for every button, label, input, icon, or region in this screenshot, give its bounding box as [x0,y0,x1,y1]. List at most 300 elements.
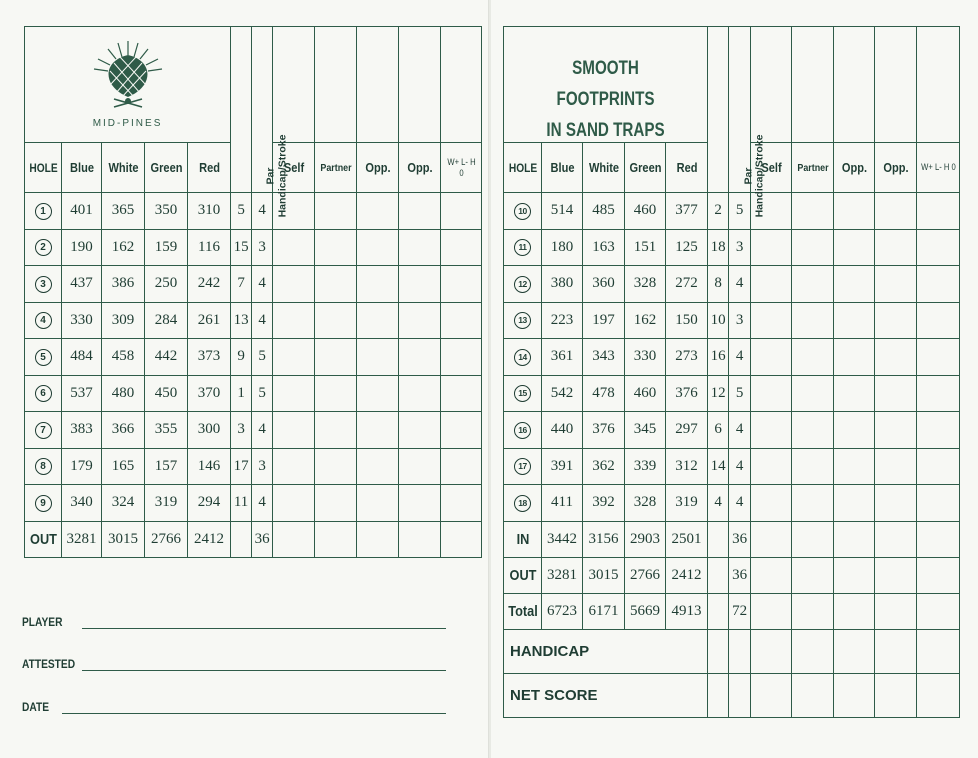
score-cell-partner[interactable] [315,375,357,412]
score-cell-wlh[interactable] [441,448,482,485]
back-banner-blank-opp2 [875,27,917,143]
extra-hcp [708,629,729,673]
total-score-cell-self[interactable] [751,521,792,557]
hole-row [25,266,482,303]
yardage-red: 297 [666,412,708,449]
back-banner-blank-partner [792,27,834,143]
score-cell-wlh[interactable] [441,375,482,412]
hole-row [504,266,960,303]
score-cell-wlh[interactable] [441,193,482,230]
score-cell-wlh[interactable] [441,412,482,449]
score-cell-self[interactable] [273,266,315,303]
hole-row [504,193,960,230]
score-cell-self[interactable] [751,448,792,485]
score-cell-opp2[interactable] [399,229,441,266]
yardage-green: 345 [625,412,666,449]
total-green: 2903 [625,521,666,557]
hole-number-badge: 18 [514,495,531,512]
score-cell-self[interactable] [273,412,315,449]
front-header-partner: Partner [318,143,354,193]
total-row [504,593,960,629]
yardage-hcp: 12 [708,375,729,412]
back-header-green: Green [628,143,663,193]
score-cell-opp1[interactable] [357,339,399,376]
net-score-cell-opp2[interactable] [875,673,917,717]
score-cell-opp2[interactable] [399,339,441,376]
yardage-blue: 542 [542,375,583,412]
score-cell-self[interactable] [751,485,792,522]
yardage-par: 5 [252,375,273,412]
attested-label: ATTESTED [22,657,76,671]
total-score-cell-wlh[interactable] [917,557,960,593]
yardage-green: 350 [145,193,188,230]
date-line[interactable] [62,713,446,714]
hole-number [25,339,62,376]
back-page [491,0,978,758]
yardage-hcp: 10 [708,302,729,339]
yardage-green: 328 [625,266,666,303]
score-cell-opp2[interactable] [875,266,917,303]
hole-row [25,229,482,266]
yardage-white: 386 [102,266,145,303]
yardage-blue: 340 [62,485,102,522]
score-cell-opp1[interactable] [357,485,399,522]
yardage-hcp: 8 [708,266,729,303]
hole-number-badge: 4 [35,312,52,329]
total-score-cell-wlh[interactable] [917,593,960,629]
total-hcp [708,557,729,593]
yardage-green: 319 [145,485,188,522]
back-header-opp: Opp. [837,143,872,193]
score-cell-self[interactable] [751,266,792,303]
yardage-white: 392 [583,485,625,522]
back-header-opp-2: Opp. [878,143,914,193]
yardage-red: 242 [188,266,231,303]
yardage-hcp: 13 [231,302,252,339]
hole-number [25,485,62,522]
score-cell-partner[interactable] [315,193,357,230]
total-score-cell-wlh[interactable] [917,521,960,557]
title-line-1: SMOOTH FOOTPRINTS [556,58,655,110]
score-cell-partner[interactable] [792,339,834,376]
back-header-par-text: Par [742,167,755,185]
score-cell-partner[interactable] [792,412,834,449]
total-score-cell-opp2[interactable] [875,557,917,593]
hole-number [504,193,542,230]
score-cell-self[interactable] [751,412,792,449]
score-cell-self[interactable] [273,485,315,522]
score-cell-opp1[interactable] [834,229,875,266]
hole-row [504,448,960,485]
total-white: 6171 [583,593,625,629]
score-cell-wlh[interactable] [917,375,960,412]
hole-row [25,485,482,522]
yardage-red: 312 [666,448,708,485]
hole-row [504,412,960,449]
total-par: 72 [729,593,751,629]
score-cell-opp2[interactable] [399,448,441,485]
front-header-handicap-text: Handicap/Stroke [276,134,289,218]
score-cell-wlh[interactable] [917,302,960,339]
score-cell-partner[interactable] [315,229,357,266]
handicap-cell-opp2[interactable] [875,629,917,673]
score-cell-wlh[interactable] [917,448,960,485]
net-score-label: NET SCORE [504,673,708,717]
total-score-cell-opp1[interactable] [834,593,875,629]
total-score-cell-opp1[interactable] [834,521,875,557]
back-header-handicap-text: Handicap/Stroke [753,134,766,218]
score-cell-self[interactable] [273,229,315,266]
score-cell-opp1[interactable] [357,193,399,230]
hole-row [25,339,482,376]
yardage-green: 442 [145,339,188,376]
score-cell-wlh[interactable] [441,229,482,266]
back-banner-row [504,27,960,143]
extra-par [729,629,751,673]
score-cell-opp1[interactable] [357,266,399,303]
yardage-white: 309 [102,302,145,339]
front-header-opp-2: Opp. [402,143,438,193]
yardage-par: 3 [729,229,751,266]
out-label: OUT [27,521,58,557]
yardage-par: 4 [252,412,273,449]
score-cell-opp2[interactable] [399,485,441,522]
front-banner-blank-partner [315,27,357,143]
total-hcp [708,593,729,629]
score-cell-self[interactable] [273,302,315,339]
out-score-cell-wlh[interactable] [441,521,482,557]
score-cell-opp1[interactable] [357,302,399,339]
hole-number-badge: 9 [35,495,52,512]
back-banner-blank-opp1 [834,27,875,143]
total-label: Total [506,593,538,629]
score-cell-opp1[interactable] [834,412,875,449]
out-score-cell-self[interactable] [273,521,315,557]
score-cell-partner[interactable] [315,448,357,485]
total-score-cell-partner[interactable] [792,557,834,593]
score-cell-wlh[interactable] [441,485,482,522]
extra-par [729,673,751,717]
club-name: MID-PINES [92,118,163,129]
score-cell-partner[interactable] [792,229,834,266]
hole-number [25,193,62,230]
yardage-blue: 437 [62,266,102,303]
score-cell-opp2[interactable] [399,193,441,230]
total-red: 2412 [666,557,708,593]
total-score-cell-opp2[interactable] [875,521,917,557]
yardage-par: 4 [729,448,751,485]
score-cell-self[interactable] [273,375,315,412]
score-cell-opp1[interactable] [834,266,875,303]
hole-number [504,485,542,522]
yardage-white: 197 [583,302,625,339]
score-cell-opp2[interactable] [399,302,441,339]
out-score-cell-opp1[interactable] [357,521,399,557]
score-cell-wlh[interactable] [917,339,960,376]
hole-row [504,339,960,376]
yardage-white: 480 [102,375,145,412]
player-signature-line[interactable] [82,628,446,629]
yardage-green: 151 [625,229,666,266]
hole-number [25,412,62,449]
score-cell-self[interactable] [751,229,792,266]
hole-row [25,375,482,412]
yardage-hcp: 2 [708,193,729,230]
yardage-red: 373 [188,339,231,376]
net-score-cell-opp1[interactable] [834,673,875,717]
total-white: 3015 [583,557,625,593]
hole-row [504,375,960,412]
hole-number [25,448,62,485]
back-scorecard-table [503,26,960,718]
total-score-cell-partner[interactable] [792,521,834,557]
yardage-blue: 440 [542,412,583,449]
score-cell-opp2[interactable] [875,229,917,266]
total-score-cell-self[interactable] [751,593,792,629]
yardage-white: 343 [583,339,625,376]
out-score-cell-opp2[interactable] [399,521,441,557]
hole-number-badge: 12 [514,276,531,293]
front-header-red: Red [191,143,228,193]
yardage-hcp: 5 [231,193,252,230]
net-score-cell-self[interactable] [751,673,792,717]
yardage-par: 3 [252,229,273,266]
back-header-self: Self [754,143,789,193]
score-cell-opp1[interactable] [834,302,875,339]
score-cell-opp1[interactable] [357,229,399,266]
yardage-par: 4 [252,485,273,522]
score-cell-wlh[interactable] [917,485,960,522]
score-cell-wlh[interactable] [441,339,482,376]
yardage-red: 294 [188,485,231,522]
yardage-green: 159 [145,229,188,266]
total-score-cell-partner[interactable] [792,593,834,629]
yardage-red: 310 [188,193,231,230]
front-header-white: White [105,143,142,193]
hole-number-badge: 16 [514,422,531,439]
score-cell-opp1[interactable] [834,339,875,376]
hole-row [25,302,482,339]
yardage-par: 5 [729,193,751,230]
score-cell-partner[interactable] [315,339,357,376]
score-cell-opp2[interactable] [875,448,917,485]
yardage-blue: 484 [62,339,102,376]
net-score-row [504,673,960,717]
score-cell-opp2[interactable] [875,412,917,449]
score-cell-opp2[interactable] [399,266,441,303]
out-score-cell-partner[interactable] [315,521,357,557]
yardage-hcp: 7 [231,266,252,303]
out-total-par: 36 [252,521,273,557]
yardage-blue: 361 [542,339,583,376]
front-header-opp: Opp. [360,143,396,193]
yardage-hcp: 18 [708,229,729,266]
yardage-blue: 383 [62,412,102,449]
out-total-row [25,521,482,557]
total-score-cell-self[interactable] [751,557,792,593]
score-cell-partner[interactable] [315,485,357,522]
score-cell-partner[interactable] [315,302,357,339]
score-cell-partner[interactable] [792,485,834,522]
out-total-hcp [231,521,252,557]
out-total-white: 3015 [102,521,145,557]
yardage-red: 116 [188,229,231,266]
handicap-cell-self[interactable] [751,629,792,673]
yardage-par: 4 [729,412,751,449]
total-score-cell-opp1[interactable] [834,557,875,593]
score-cell-opp2[interactable] [875,375,917,412]
yardage-red: 146 [188,448,231,485]
hole-number [504,229,542,266]
score-cell-wlh[interactable] [917,412,960,449]
score-cell-opp1[interactable] [357,448,399,485]
yardage-green: 250 [145,266,188,303]
score-cell-self[interactable] [273,448,315,485]
logo-cell [25,27,231,143]
yardage-white: 163 [583,229,625,266]
score-cell-partner[interactable] [792,266,834,303]
pine-cone-logo-icon [88,35,168,111]
yardage-red: 319 [666,485,708,522]
yardage-hcp: 3 [231,412,252,449]
front-scorecard-table [24,26,482,558]
score-cell-opp1[interactable] [357,412,399,449]
score-cell-opp2[interactable] [399,412,441,449]
score-cell-self[interactable] [751,339,792,376]
yardage-blue: 537 [62,375,102,412]
yardage-blue: 411 [542,485,583,522]
score-cell-wlh[interactable] [917,193,960,230]
front-banner-blank-opp1 [357,27,399,143]
hole-number-badge: 15 [514,385,531,402]
hole-number [25,302,62,339]
hole-number-badge: 1 [35,203,52,220]
yardage-par: 4 [252,302,273,339]
yardage-red: 370 [188,375,231,412]
front-header-par-text: Par [264,167,277,185]
yardage-green: 460 [625,375,666,412]
yardage-red: 272 [666,266,708,303]
out-total-green: 2766 [145,521,188,557]
yardage-white: 365 [102,193,145,230]
hole-number [25,375,62,412]
player-label: PLAYER [22,615,63,629]
title-line-2: IN SAND TRAPS [546,120,665,141]
total-green: 5669 [625,593,666,629]
total-score-cell-opp2[interactable] [875,593,917,629]
score-cell-partner[interactable] [792,193,834,230]
net-score-cell-wlh[interactable] [917,673,960,717]
score-cell-wlh[interactable] [441,266,482,303]
back-header-white: White [586,143,622,193]
score-cell-partner[interactable] [315,412,357,449]
yardage-blue: 179 [62,448,102,485]
yardage-green: 355 [145,412,188,449]
yardage-green: 450 [145,375,188,412]
total-hcp [708,521,729,557]
score-cell-self[interactable] [751,375,792,412]
back-header-par [729,27,755,193]
front-header-wlh: W+ L- H 0 [444,143,479,193]
score-cell-self[interactable] [273,339,315,376]
handicap-cell-opp1[interactable] [834,629,875,673]
yardage-red: 150 [666,302,708,339]
hole-number-badge: 2 [35,239,52,256]
score-cell-opp1[interactable] [357,375,399,412]
yardage-red: 376 [666,375,708,412]
hole-number [504,412,542,449]
yardage-white: 165 [102,448,145,485]
yardage-hcp: 16 [708,339,729,376]
total-label: IN [506,521,538,557]
score-cell-opp1[interactable] [834,448,875,485]
score-cell-wlh[interactable] [917,266,960,303]
yardage-red: 300 [188,412,231,449]
yardage-green: 162 [625,302,666,339]
hole-row [25,448,482,485]
score-cell-wlh[interactable] [917,229,960,266]
score-cell-opp2[interactable] [875,193,917,230]
score-cell-opp1[interactable] [834,193,875,230]
yardage-par: 4 [729,339,751,376]
score-cell-wlh[interactable] [441,302,482,339]
yardage-white: 324 [102,485,145,522]
score-cell-partner[interactable] [315,266,357,303]
score-cell-partner[interactable] [792,448,834,485]
handicap-row [504,629,960,673]
score-cell-opp1[interactable] [834,485,875,522]
score-cell-opp2[interactable] [875,339,917,376]
score-cell-self[interactable] [751,302,792,339]
hole-number-badge: 13 [514,312,531,329]
hole-number-badge: 10 [514,203,531,220]
score-cell-partner[interactable] [792,375,834,412]
date-label: DATE [22,700,50,714]
handicap-cell-partner[interactable] [792,629,834,673]
hole-number [25,266,62,303]
hole-row [25,412,482,449]
hole-number-badge: 11 [514,239,531,256]
yardage-white: 376 [583,412,625,449]
hole-number [25,229,62,266]
yardage-white: 485 [583,193,625,230]
front-header-hole: HOLE [27,143,58,193]
yardage-green: 284 [145,302,188,339]
score-cell-opp2[interactable] [399,375,441,412]
net-score-cell-partner[interactable] [792,673,834,717]
hole-number [504,448,542,485]
score-cell-opp2[interactable] [875,302,917,339]
attested-signature-line[interactable] [82,670,446,671]
yardage-par: 4 [729,266,751,303]
yardage-hcp: 14 [708,448,729,485]
hole-number-badge: 6 [35,385,52,402]
yardage-blue: 401 [62,193,102,230]
yardage-blue: 190 [62,229,102,266]
yardage-white: 458 [102,339,145,376]
title-cell [504,27,708,143]
score-cell-opp1[interactable] [834,375,875,412]
extra-hcp [708,673,729,717]
yardage-green: 460 [625,193,666,230]
total-red: 4913 [666,593,708,629]
yardage-hcp: 17 [231,448,252,485]
score-cell-partner[interactable] [792,302,834,339]
score-cell-opp2[interactable] [875,485,917,522]
total-red: 2501 [666,521,708,557]
yardage-blue: 330 [62,302,102,339]
handicap-cell-wlh[interactable] [917,629,960,673]
